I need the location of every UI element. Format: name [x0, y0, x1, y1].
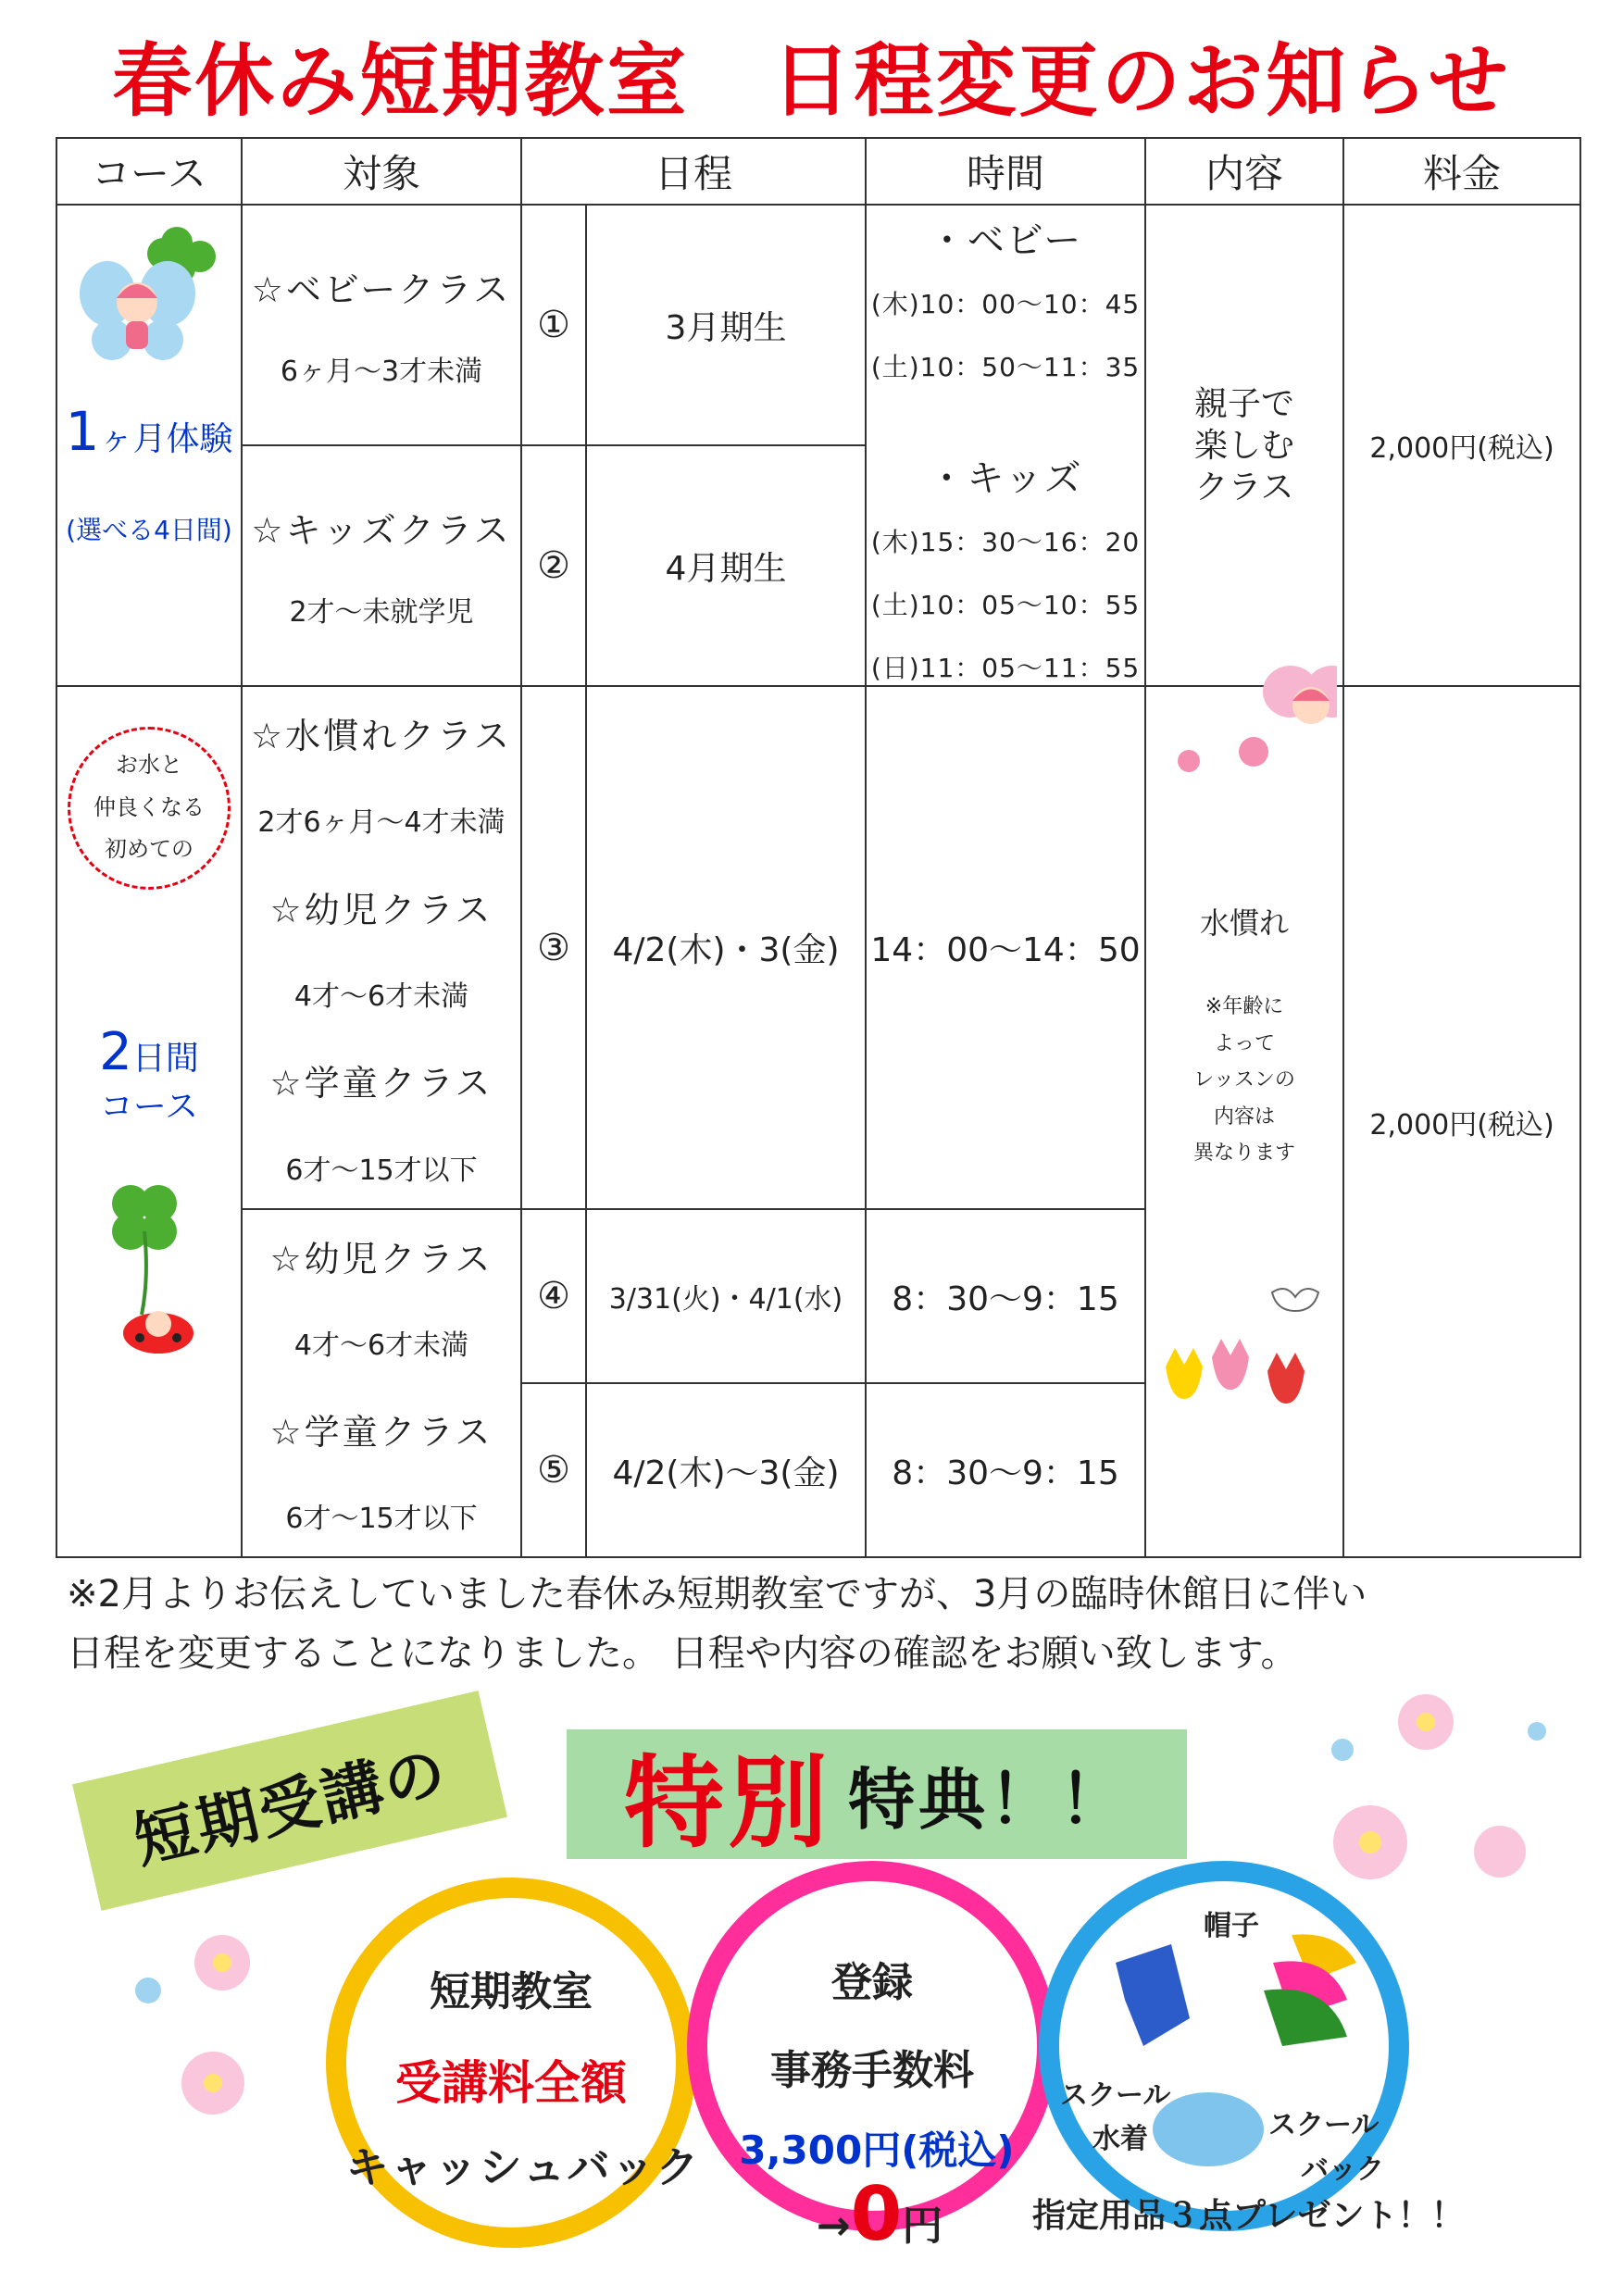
course1-number: 1 [65, 400, 100, 463]
notice-line-2: 日程を変更することになりました。 日程や内容の確認をお願い致します。 [67, 1632, 1298, 1675]
content-cell-1 [1145, 205, 1343, 686]
benefit3-bag-2: バック [1301, 2153, 1384, 2186]
content2-note-5: 異なります [1193, 1142, 1296, 1166]
class-infant-name-2: ☆幼児クラス [269, 1239, 493, 1279]
content2-note-2: よって [1214, 1031, 1276, 1055]
course1-sub: (選べる4日間) [66, 515, 232, 545]
course2-number: 2 [99, 1021, 132, 1082]
benefit2-yen: 円 [902, 2202, 943, 2250]
benefit3-caption: 指定用品３点プレゼント！！ [1032, 2197, 1465, 2235]
session-3-time: 14：00～14：50 [866, 686, 1145, 1209]
content2-note-4: 内容は [1214, 1104, 1276, 1129]
header-course: コース [56, 138, 242, 205]
class-baby-age: 6ヶ月～3才未満 [280, 356, 483, 389]
header-content: 内容 [1145, 138, 1343, 205]
time-kids-line-3: (日)11：05～11：55 [870, 653, 1141, 683]
benefit2-line-1: 登録 [831, 1959, 913, 2006]
time-cell-1 [866, 205, 1145, 686]
class-infant-age-2: 4才～6才未満 [293, 1329, 469, 1362]
ribbon-short-term: 短期受講の [72, 1691, 507, 1911]
benefit2-result [787, 2171, 972, 2257]
fee-1: 2,000円(税込) [1343, 205, 1580, 686]
class-school-age-2: 6才～15才以下 [285, 1503, 478, 1535]
benefit3-suit-2: 水着 [1092, 2123, 1148, 2155]
tulips-icon [1147, 1283, 1342, 1468]
session-4-num: ④ [521, 1209, 586, 1383]
class-baby-name: ☆ベビークラス [251, 268, 512, 310]
content1-line-2: 楽しむ [1194, 426, 1295, 465]
class-cell-kids [242, 445, 521, 686]
course2-label-1: 日間 [131, 1039, 199, 1078]
first-time-circle [68, 727, 231, 890]
circle-line-3: 初めての [105, 836, 194, 863]
header-target: 対象 [242, 138, 521, 205]
header-fee: 料金 [1343, 138, 1580, 205]
session-3-num: ③ [521, 686, 586, 1209]
time-kids-line-2: (土)10：05～10：55 [870, 590, 1141, 620]
ribbon-special [567, 1729, 1187, 1862]
fairy-flowers-icon [1152, 659, 1337, 844]
benefit1-line-1: 短期教室 [430, 1968, 593, 2015]
content1-line-3: クラス [1194, 468, 1294, 506]
benefit1-line-3: キャッシュバック [345, 2142, 701, 2192]
session-4-date: 3/31(火)・4/1(水) [586, 1209, 866, 1383]
benefit3-suit-1: スクール [1060, 2079, 1171, 2112]
benefit2-line-2: 事務手数料 [770, 2047, 974, 2094]
flowers-right-icon [1315, 1685, 1592, 1907]
benefit2-line-3: 3,300円(税込) [739, 2128, 1015, 2173]
course2-cell [56, 686, 242, 1557]
time-baby-line-1: (木)10：00～10：45 [870, 289, 1141, 319]
header-time: 時間 [866, 138, 1145, 205]
content2-note-3: レッスンの [1193, 1068, 1295, 1092]
class-water-name: ☆水慣れクラス [251, 716, 512, 757]
class-water-age: 2才6ヶ月～4才未満 [257, 806, 506, 840]
session-3-date: 4/2(木)・3(金) [586, 686, 866, 1209]
content-cell-2 [1145, 686, 1343, 1557]
page-title: 春休み短期教室 日程変更のお知らせ [112, 35, 1511, 128]
header-schedule: 日程 [521, 138, 866, 205]
session-5-date: 4/2(木)～3(金) [586, 1383, 866, 1557]
circle-line-1: お水と [116, 752, 182, 779]
class-kids-age: 2才～未就学児 [289, 596, 474, 630]
class-kids-name: ☆キッズクラス [251, 509, 512, 551]
course1-cell [56, 205, 242, 686]
class-cell-baby [242, 205, 521, 445]
course2-label-2: コース [99, 1088, 199, 1127]
content2-note-1: ※年齢に [1205, 995, 1284, 1018]
content2-main: 水慣れ [1200, 905, 1290, 941]
class-cell-group2b [242, 1209, 521, 1557]
class-school-name: ☆学童クラス [269, 1063, 493, 1104]
session-5-time: 8：30～9：15 [866, 1383, 1145, 1557]
time-kids-head: ・キッズ [928, 457, 1083, 500]
fairy-clover-icon [70, 215, 228, 372]
session-5-num: ⑤ [521, 1383, 586, 1557]
class-cell-group2a [242, 686, 521, 1209]
course1-label: ヶ月体験 [99, 420, 233, 458]
notice-line-1: ※2月よりお伝えしていました春休み短期教室ですが、3月の臨時休館日に伴い [67, 1573, 1367, 1616]
flowers-left-icon [111, 1926, 315, 2129]
time-kids-line-1: (木)15：30～16：20 [870, 527, 1141, 557]
content1-line-1: 親子で [1194, 384, 1295, 423]
session-4-time: 8：30～9：15 [866, 1209, 1145, 1383]
benefit2-arrow: → [816, 2202, 851, 2250]
class-infant-age: 4才～6才未満 [293, 980, 469, 1014]
session-1-num: ① [521, 205, 586, 445]
schedule-table [56, 137, 1581, 1558]
benefit1-line-2: 受講料全額 [395, 2056, 627, 2110]
ribbon-special-big: 特別 [623, 1745, 831, 1862]
time-baby-head: ・ベビー [928, 219, 1083, 262]
change-notice [67, 1565, 1567, 1683]
time-baby-line-2: (土)10：50～11：35 [870, 352, 1141, 382]
class-infant-name: ☆幼児クラス [269, 889, 493, 930]
session-1-date: 3月期生 [586, 205, 866, 445]
benefit3-bag-1: スクール [1268, 2109, 1380, 2141]
session-2-date: 4月期生 [586, 445, 866, 686]
fee-2: 2,000円(税込) [1343, 686, 1580, 1557]
class-school-age: 6才～15才以下 [285, 1154, 478, 1187]
circle-line-2: 仲良くなる [94, 793, 205, 820]
session-2-num: ② [521, 445, 586, 686]
benefit2-zero: 0 [850, 2171, 903, 2257]
class-school-name-2: ☆学童クラス [269, 1412, 493, 1453]
benefit3-hat: 帽子 [1204, 1910, 1259, 1942]
clover-ladybug-icon [84, 1176, 214, 1361]
ribbon-special-rest: 特典！！ [848, 1761, 1130, 1839]
